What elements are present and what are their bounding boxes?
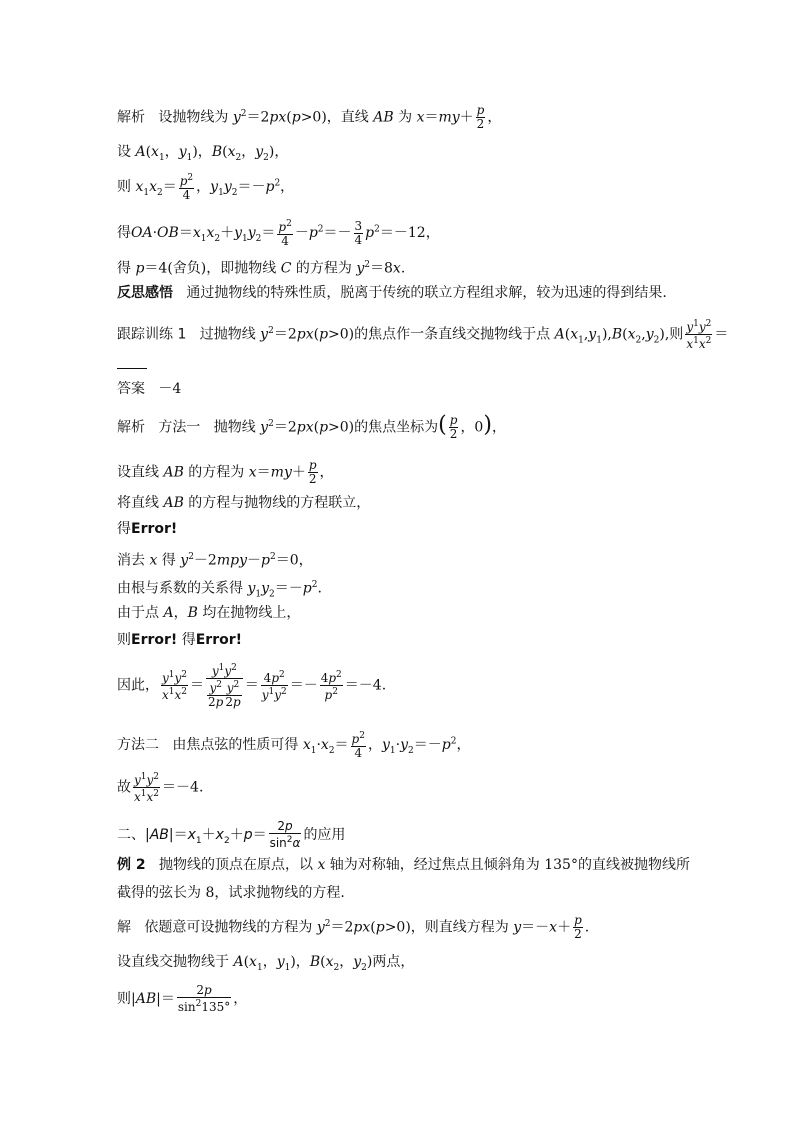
line-ab-equation: 设直线 AB 的方程为 x＝my＋ $\frac{p}{2}$ ， <box>117 458 334 486</box>
example-line-1: 例 2 抛物线的顶点在原点，以 x 轴为对称轴，经过焦点且倾斜角为 135°的直线被抛物线所 <box>117 857 690 873</box>
example-line-2: 截得的弦长为 8，试求抛物线的方程. <box>117 885 345 901</box>
error-line-1: 得Error! <box>117 521 178 537</box>
reflection-line: 反思感悟 通过抛物线的特殊性质，脱离于传统的联立方程组求解，较为迅速的得到结果. <box>117 285 667 301</box>
solution-line-5: 得 p＝4(舍负)，即抛物线 C 的方程为 $y^2=8x$. <box>117 260 406 277</box>
eliminate-line: 消去 x 得 $y^2-2mpy-p^2=0$， <box>117 552 313 569</box>
method-one-line: 解析 方法一 抛物线 $y^2=2px(p>0)$的焦点坐标为( $\frac{p}{2}$ ，0)， <box>117 412 506 441</box>
solution-line-3: 则 $x_1x_2=$ $\frac{p^2}{4}$ ，$y_1y_2=-p^2$， <box>117 173 295 202</box>
section-heading: 二、$|AB|=x_1+x_2+p=$ $\frac{2p}{\sin^2\alpha}$ 的应用 <box>117 819 346 850</box>
solution-line-2: 设 $A(x_1$，$y_1$)，$B(x_2$，$y_2$)， <box>117 144 289 163</box>
answer-solution-line-1: 解 依题意可设抛物线的方程为 $y^2=2px(p>0)$，则直线方程为 y＝－x＋ $\frac{p}{2}$ . <box>117 913 590 941</box>
solution-line-4: 得$OA\cdot OB=x_1x_2+y_1y_2=$ $\frac{p^2}{4}$ $-p^2=-$ $\frac{3}{4}$ $p^2=-12$， <box>117 218 440 248</box>
points-line: 由于点 A，B 均在抛物线上， <box>117 605 301 621</box>
therefore-line: 因此， $\frac{y^1y^2}{x^1x^2}$ ＝ $y^1y^2$ $\frac{y^2}{2p}$ $\frac{y^2}{2p}$ ＝ $\frac{4p^2}{y^1y^2}$ ＝－ $\frac{4p^2}{p^2}$ ＝－4. <box>117 663 387 709</box>
answer-solution-line-3: 则|AB|＝ $\frac{2p}{\sin^2135^\circ}$ ， <box>117 983 248 1014</box>
conclusion-line: 故 $\frac{y^1y^2}{x^1x^2}$ ＝－4. <box>117 772 204 804</box>
practice-line: 跟踪训练 1 过抛物线 $y^2=2px(p>0)$的焦点作一条直线交抛物线于点 $A(x_1,y_1),B(x_2,y_2)$,则 $\frac{y^1y^2}{x^1x^2}$ ＝ <box>117 319 729 351</box>
answer-blank <box>117 356 684 374</box>
combine-line: 将直线 AB 的方程与抛物线的方程联立， <box>117 495 371 511</box>
answer-line: 答案 －4 <box>117 381 182 397</box>
error-line-2: 则Error! 得Error! <box>117 632 243 648</box>
vieta-line: 由根与系数的关系得 $y_1y_2=-p^2$. <box>117 580 322 600</box>
answer-solution-line-2: 设直线交抛物线于 $A(x_1$，$y_1$)，$B(x_2$，$y_2$)两点， <box>117 954 415 973</box>
method-two-line: 方法二 由焦点弦的性质可得 $x_1\cdot x_2=$ $\frac{p^2}{4}$ ，$y_1\cdot y_2=-p^2$， <box>117 731 471 760</box>
solution-line-1: 解析 设抛物线为 $y^2=2px(p>0)$，直线 AB 为 x＝my＋ $\frac{p}{2}$ ， <box>117 103 502 131</box>
